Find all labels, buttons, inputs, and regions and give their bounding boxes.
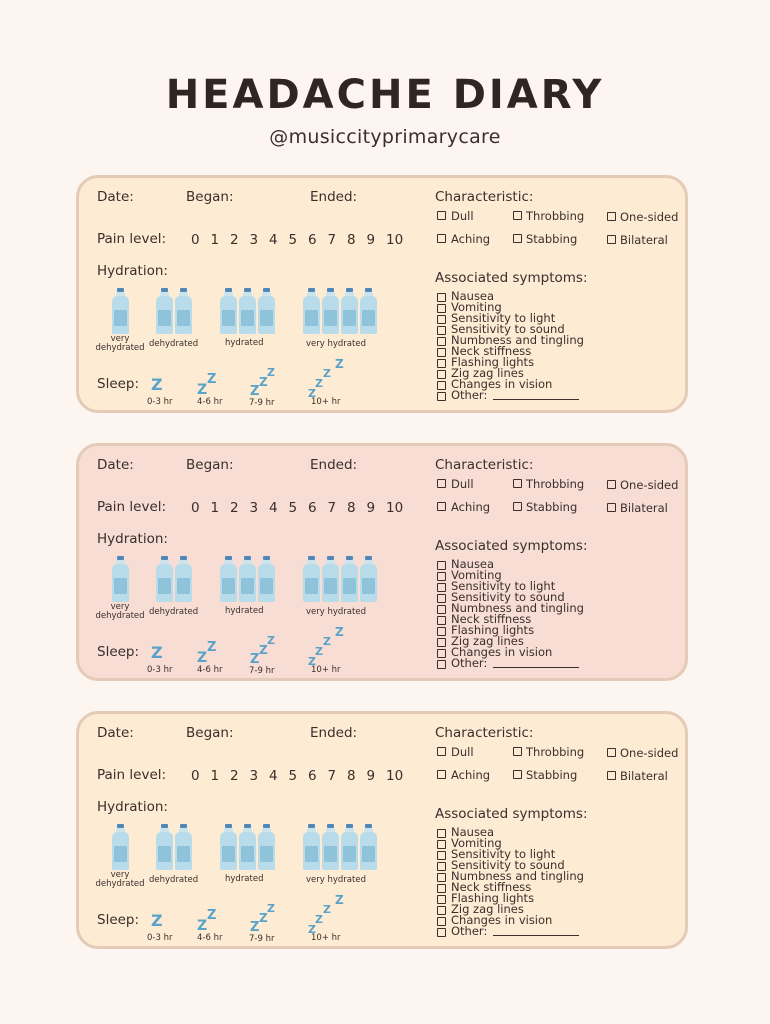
hydration-label: Hydration: xyxy=(97,531,168,547)
water-bottle-icon[interactable] xyxy=(360,288,377,334)
symptom-checkbox[interactable] xyxy=(437,370,446,379)
sleep-z-icon: Z xyxy=(259,375,268,389)
hydration-label: Hydration: xyxy=(97,799,168,815)
symptom-checkbox[interactable] xyxy=(437,884,446,893)
pain-scale-value[interactable]: 5 xyxy=(288,232,298,248)
symptom-checkbox[interactable] xyxy=(437,862,446,871)
ended-label: Ended: xyxy=(310,189,358,205)
symptom-checkbox[interactable] xyxy=(437,917,446,926)
symptom-option: Sensitivity to light xyxy=(451,311,556,325)
sleep-z-icon[interactable]: Z xyxy=(250,920,260,935)
symptom-checkbox[interactable] xyxy=(437,304,446,313)
symptom-checkbox[interactable] xyxy=(437,315,446,324)
characteristic-label: Characteristic: xyxy=(435,189,534,205)
water-bottle-icon[interactable] xyxy=(239,556,256,602)
sleep-z-icon[interactable]: Z xyxy=(151,643,163,662)
other-symptom-field[interactable] xyxy=(493,667,579,668)
hydration-level-label: very dehydrated xyxy=(95,602,145,621)
symptom-option: Zig zag lines xyxy=(451,366,524,380)
symptom-checkbox[interactable] xyxy=(437,851,446,860)
ended-label: Ended: xyxy=(310,725,358,741)
characteristic-checkbox[interactable] xyxy=(513,502,522,511)
characteristic-option: Bilateral xyxy=(620,233,668,247)
hydration-level-label: dehydrated xyxy=(149,875,199,885)
symptom-option: Nausea xyxy=(451,557,495,571)
pain-scale-value[interactable]: 2 xyxy=(230,500,239,516)
characteristic-label: Characteristic: xyxy=(435,457,534,473)
symptom-option: Vomiting xyxy=(451,300,502,314)
sleep-z-icon[interactable]: Z xyxy=(197,918,208,934)
symptom-option: Changes in vision xyxy=(451,913,553,927)
symptom-option: Flashing lights xyxy=(451,891,535,905)
pain-scale xyxy=(191,500,406,516)
characteristic-checkbox[interactable] xyxy=(607,212,616,221)
characteristic-option: Stabbing xyxy=(526,232,578,246)
associated-symptoms-label: Associated symptoms: xyxy=(435,538,588,554)
symptom-option: Nausea xyxy=(451,825,495,839)
symptom-checkbox[interactable] xyxy=(437,906,446,915)
pain-scale-value[interactable]: 4 xyxy=(269,232,278,248)
water-bottle-icon[interactable] xyxy=(175,824,192,870)
sleep-z-icon: Z xyxy=(259,643,268,657)
characteristic-option: Bilateral xyxy=(620,501,668,515)
water-bottle-icon[interactable] xyxy=(303,556,320,602)
sleep-duration-label: 7-9 hr xyxy=(249,398,275,408)
characteristic-checkbox[interactable] xyxy=(607,235,616,244)
sleep-z-icon[interactable]: Z xyxy=(151,911,163,930)
symptom-option: Other: xyxy=(451,656,488,670)
sleep-z-icon[interactable]: Z xyxy=(151,375,163,394)
characteristic-checkbox[interactable] xyxy=(437,770,446,779)
water-bottle-icon[interactable] xyxy=(156,824,173,870)
characteristic-option: Dull xyxy=(451,745,474,759)
symptom-option: Neck stiffness xyxy=(451,344,532,358)
symptom-checkbox[interactable] xyxy=(437,649,446,658)
water-bottle-icon[interactable] xyxy=(112,824,129,870)
pain-scale-value[interactable]: 2 xyxy=(230,768,239,784)
sleep-duration-label: 0-3 hr xyxy=(147,933,173,943)
symptom-checkbox[interactable] xyxy=(437,616,446,625)
symptom-checkbox[interactable] xyxy=(437,895,446,904)
sleep-z-icon: Z xyxy=(323,367,331,380)
water-bottle-icon[interactable] xyxy=(156,288,173,334)
other-symptom-field[interactable] xyxy=(493,935,579,936)
characteristic-checkbox[interactable] xyxy=(513,234,522,243)
characteristic-label: Characteristic: xyxy=(435,725,534,741)
pain-scale-value[interactable]: 10 xyxy=(386,500,404,516)
hydration-level-label: hydrated xyxy=(225,338,264,348)
sleep-duration-label: 10+ hr xyxy=(311,933,341,943)
sleep-z-icon: Z xyxy=(207,372,217,387)
symptom-checkbox[interactable] xyxy=(437,561,446,570)
pain-scale-value[interactable]: 3 xyxy=(249,768,259,784)
sleep-label: Sleep: xyxy=(97,376,140,392)
sleep-z-icon[interactable]: Z xyxy=(250,652,260,667)
pain-scale-value[interactable]: 9 xyxy=(366,500,376,516)
sleep-z-icon[interactable]: Z xyxy=(308,655,316,668)
sleep-z-icon: Z xyxy=(335,893,344,907)
water-bottle-icon[interactable] xyxy=(112,556,129,602)
pain-scale-value[interactable]: 9 xyxy=(366,768,376,784)
water-bottle-icon[interactable] xyxy=(220,824,237,870)
pain-scale-value[interactable]: 6 xyxy=(308,232,317,248)
sleep-duration-label: 0-3 hr xyxy=(147,397,173,407)
characteristic-checkbox[interactable] xyxy=(607,748,616,757)
sleep-z-icon: Z xyxy=(207,640,217,655)
sleep-duration-label: 7-9 hr xyxy=(249,666,275,676)
sleep-duration-label: 4-6 hr xyxy=(197,933,223,943)
pain-scale-value[interactable]: 4 xyxy=(269,768,278,784)
hydration-level-label: dehydrated xyxy=(149,607,199,617)
symptom-checkbox[interactable] xyxy=(437,348,446,357)
symptom-option: Sensitivity to light xyxy=(451,847,556,861)
water-bottle-icon[interactable] xyxy=(156,556,173,602)
sleep-z-icon: Z xyxy=(207,908,217,923)
pain-scale-value[interactable]: 0 xyxy=(191,768,200,784)
characteristic-option: One-sided xyxy=(620,478,679,492)
sleep-z-icon: Z xyxy=(267,634,275,647)
pain-scale-value[interactable]: 0 xyxy=(191,232,200,248)
pain-scale-value[interactable]: 1 xyxy=(210,768,220,784)
pain-scale-value[interactable]: 2 xyxy=(230,232,239,248)
sleep-duration-label: 7-9 hr xyxy=(249,934,275,944)
began-label: Began: xyxy=(186,189,234,205)
symptom-checkbox[interactable] xyxy=(437,594,446,603)
pain-scale xyxy=(191,232,406,248)
symptom-option: Changes in vision xyxy=(451,377,553,391)
water-bottle-icon[interactable] xyxy=(341,824,358,870)
diary-entry-card xyxy=(76,443,688,681)
symptom-checkbox[interactable] xyxy=(437,326,446,335)
characteristic-checkbox[interactable] xyxy=(437,502,446,511)
sleep-z-icon: Z xyxy=(323,903,331,916)
pain-level-label: Pain level: xyxy=(97,767,167,783)
sleep-z-icon: Z xyxy=(315,645,323,658)
sleep-z-icon[interactable]: Z xyxy=(197,382,208,398)
hydration-level-label: very dehydrated xyxy=(95,870,145,889)
characteristic-option: Dull xyxy=(451,477,474,491)
symptom-option: Changes in vision xyxy=(451,645,553,659)
page-title: HEADACHE DIARY xyxy=(165,72,605,118)
sleep-z-icon[interactable]: Z xyxy=(197,650,208,666)
water-bottle-icon[interactable] xyxy=(258,556,275,602)
characteristic-option: Throbbing xyxy=(526,209,585,223)
water-bottle-icon[interactable] xyxy=(258,288,275,334)
sleep-label: Sleep: xyxy=(97,912,140,928)
sleep-z-icon: Z xyxy=(267,902,275,915)
symptom-option: Other: xyxy=(451,388,488,402)
symptom-checkbox[interactable] xyxy=(437,627,446,636)
water-bottle-icon[interactable] xyxy=(175,556,192,602)
sleep-z-icon: Z xyxy=(323,635,331,648)
sleep-duration-label: 10+ hr xyxy=(311,397,341,407)
water-bottle-icon[interactable] xyxy=(220,556,237,602)
water-bottle-icon[interactable] xyxy=(239,824,256,870)
symptom-checkbox[interactable] xyxy=(437,392,446,401)
characteristic-checkbox[interactable] xyxy=(513,770,522,779)
sleep-z-icon[interactable]: Z xyxy=(308,923,316,936)
pain-scale-value[interactable]: 1 xyxy=(210,500,220,516)
symptom-checkbox[interactable] xyxy=(437,359,446,368)
symptom-option: Zig zag lines xyxy=(451,902,524,916)
water-bottle-icon[interactable] xyxy=(303,288,320,334)
hydration-level-label: very hydrated xyxy=(306,875,366,885)
pain-scale-value[interactable]: 6 xyxy=(308,768,317,784)
symptom-option: Neck stiffness xyxy=(451,880,532,894)
water-bottle-icon[interactable] xyxy=(341,288,358,334)
symptom-checkbox[interactable] xyxy=(437,660,446,669)
ended-label: Ended: xyxy=(310,457,358,473)
pain-level-label: Pain level: xyxy=(97,499,167,515)
water-bottle-icon[interactable] xyxy=(360,824,377,870)
characteristic-option: Aching xyxy=(451,232,491,246)
symptom-option: Flashing lights xyxy=(451,355,535,369)
pain-scale-value[interactable]: 1 xyxy=(210,232,220,248)
symptom-option: Other: xyxy=(451,924,488,938)
symptom-option: Sensitivity to sound xyxy=(451,858,565,872)
characteristic-option: One-sided xyxy=(620,210,679,224)
pain-scale-value[interactable]: 8 xyxy=(347,768,356,784)
pain-scale-value[interactable]: 5 xyxy=(288,768,298,784)
pain-scale-value[interactable]: 8 xyxy=(347,232,356,248)
hydration-label: Hydration: xyxy=(97,263,168,279)
symptom-option: Flashing lights xyxy=(451,623,535,637)
water-bottle-icon[interactable] xyxy=(112,288,129,334)
pain-scale-value[interactable]: 7 xyxy=(327,768,337,784)
pain-scale-value[interactable]: 3 xyxy=(249,500,259,516)
characteristic-option: Bilateral xyxy=(620,769,668,783)
pain-level-label: Pain level: xyxy=(97,231,167,247)
characteristic-checkbox[interactable] xyxy=(607,771,616,780)
characteristic-checkbox[interactable] xyxy=(513,747,522,756)
symptom-checkbox[interactable] xyxy=(437,840,446,849)
sleep-z-icon: Z xyxy=(267,366,275,379)
symptom-checkbox[interactable] xyxy=(437,829,446,838)
symptom-checkbox[interactable] xyxy=(437,638,446,647)
water-bottle-icon[interactable] xyxy=(175,288,192,334)
pain-scale-value[interactable]: 10 xyxy=(386,232,404,248)
sleep-z-icon: Z xyxy=(335,357,344,371)
water-bottle-icon[interactable] xyxy=(322,556,339,602)
began-label: Began: xyxy=(186,725,234,741)
sleep-duration-label: 4-6 hr xyxy=(197,397,223,407)
water-bottle-icon[interactable] xyxy=(322,288,339,334)
pain-scale-value[interactable]: 0 xyxy=(191,500,200,516)
date-label: Date: xyxy=(97,457,134,473)
characteristic-option: Throbbing xyxy=(526,477,585,491)
pain-scale-value[interactable]: 6 xyxy=(308,500,317,516)
sleep-duration-label: 0-3 hr xyxy=(147,665,173,675)
characteristic-checkbox[interactable] xyxy=(607,503,616,512)
characteristic-checkbox[interactable] xyxy=(437,747,446,756)
symptom-checkbox[interactable] xyxy=(437,337,446,346)
symptom-checkbox[interactable] xyxy=(437,583,446,592)
date-label: Date: xyxy=(97,725,134,741)
symptom-checkbox[interactable] xyxy=(437,605,446,614)
water-bottle-icon[interactable] xyxy=(239,288,256,334)
sleep-z-icon[interactable]: Z xyxy=(308,387,316,400)
other-symptom-field[interactable] xyxy=(493,399,579,400)
characteristic-option: Stabbing xyxy=(526,500,578,514)
characteristic-checkbox[interactable] xyxy=(513,211,522,220)
symptom-option: Sensitivity to light xyxy=(451,579,556,593)
pain-scale-value[interactable]: 5 xyxy=(288,500,298,516)
characteristic-option: Stabbing xyxy=(526,768,578,782)
symptom-checkbox[interactable] xyxy=(437,572,446,581)
water-bottle-icon[interactable] xyxy=(258,824,275,870)
symptom-option: Sensitivity to sound xyxy=(451,590,565,604)
symptom-option: Sensitivity to sound xyxy=(451,322,565,336)
symptom-checkbox[interactable] xyxy=(437,381,446,390)
sleep-z-icon: Z xyxy=(259,911,268,925)
sleep-z-icon: Z xyxy=(335,625,344,639)
sleep-duration-label: 4-6 hr xyxy=(197,665,223,675)
characteristic-checkbox[interactable] xyxy=(437,479,446,488)
symptom-option: Vomiting xyxy=(451,836,502,850)
symptom-option: Numbness and tingling xyxy=(451,333,584,347)
began-label: Began: xyxy=(186,457,234,473)
characteristic-checkbox[interactable] xyxy=(607,480,616,489)
water-bottle-icon[interactable] xyxy=(341,556,358,602)
symptom-option: Numbness and tingling xyxy=(451,869,584,883)
hydration-level-label: very hydrated xyxy=(306,339,366,349)
symptom-checkbox[interactable] xyxy=(437,873,446,882)
symptom-option: Vomiting xyxy=(451,568,502,582)
hydration-level-label: hydrated xyxy=(225,606,264,616)
sleep-z-icon: Z xyxy=(315,913,323,926)
diary-entry-card xyxy=(76,175,688,413)
pain-scale-value[interactable]: 7 xyxy=(327,500,337,516)
date-label: Date: xyxy=(97,189,134,205)
pain-scale-value[interactable]: 7 xyxy=(327,232,337,248)
water-bottle-icon[interactable] xyxy=(322,824,339,870)
hydration-level-label: very dehydrated xyxy=(95,334,145,353)
characteristic-option: Aching xyxy=(451,768,491,782)
pain-scale-value[interactable]: 4 xyxy=(269,500,278,516)
hydration-level-label: dehydrated xyxy=(149,339,199,349)
associated-symptoms-label: Associated symptoms: xyxy=(435,270,588,286)
characteristic-option: Dull xyxy=(451,209,474,223)
characteristic-checkbox[interactable] xyxy=(513,479,522,488)
characteristic-option: Throbbing xyxy=(526,745,585,759)
characteristic-option: Aching xyxy=(451,500,491,514)
water-bottle-icon[interactable] xyxy=(220,288,237,334)
associated-symptoms-label: Associated symptoms: xyxy=(435,806,588,822)
pain-scale-value[interactable]: 8 xyxy=(347,500,356,516)
sleep-z-icon: Z xyxy=(315,377,323,390)
symptom-option: Numbness and tingling xyxy=(451,601,584,615)
social-handle: @musiccityprimarycare xyxy=(269,126,501,148)
symptom-option: Zig zag lines xyxy=(451,634,524,648)
symptom-checkbox[interactable] xyxy=(437,928,446,937)
sleep-z-icon[interactable]: Z xyxy=(250,384,260,399)
sleep-label: Sleep: xyxy=(97,644,140,660)
characteristic-option: One-sided xyxy=(620,746,679,760)
hydration-level-label: very hydrated xyxy=(306,607,366,617)
pain-scale xyxy=(191,768,406,784)
symptom-option: Neck stiffness xyxy=(451,612,532,626)
water-bottle-icon[interactable] xyxy=(303,824,320,870)
water-bottle-icon[interactable] xyxy=(360,556,377,602)
symptom-checkbox[interactable] xyxy=(437,293,446,302)
characteristic-checkbox[interactable] xyxy=(437,234,446,243)
characteristic-checkbox[interactable] xyxy=(437,211,446,220)
diary-entry-card xyxy=(76,711,688,949)
pain-scale-value[interactable]: 10 xyxy=(386,768,404,784)
pain-scale-value[interactable]: 9 xyxy=(366,232,376,248)
hydration-level-label: hydrated xyxy=(225,874,264,884)
sleep-duration-label: 10+ hr xyxy=(311,665,341,675)
symptom-option: Nausea xyxy=(451,289,495,303)
pain-scale-value[interactable]: 3 xyxy=(249,232,259,248)
